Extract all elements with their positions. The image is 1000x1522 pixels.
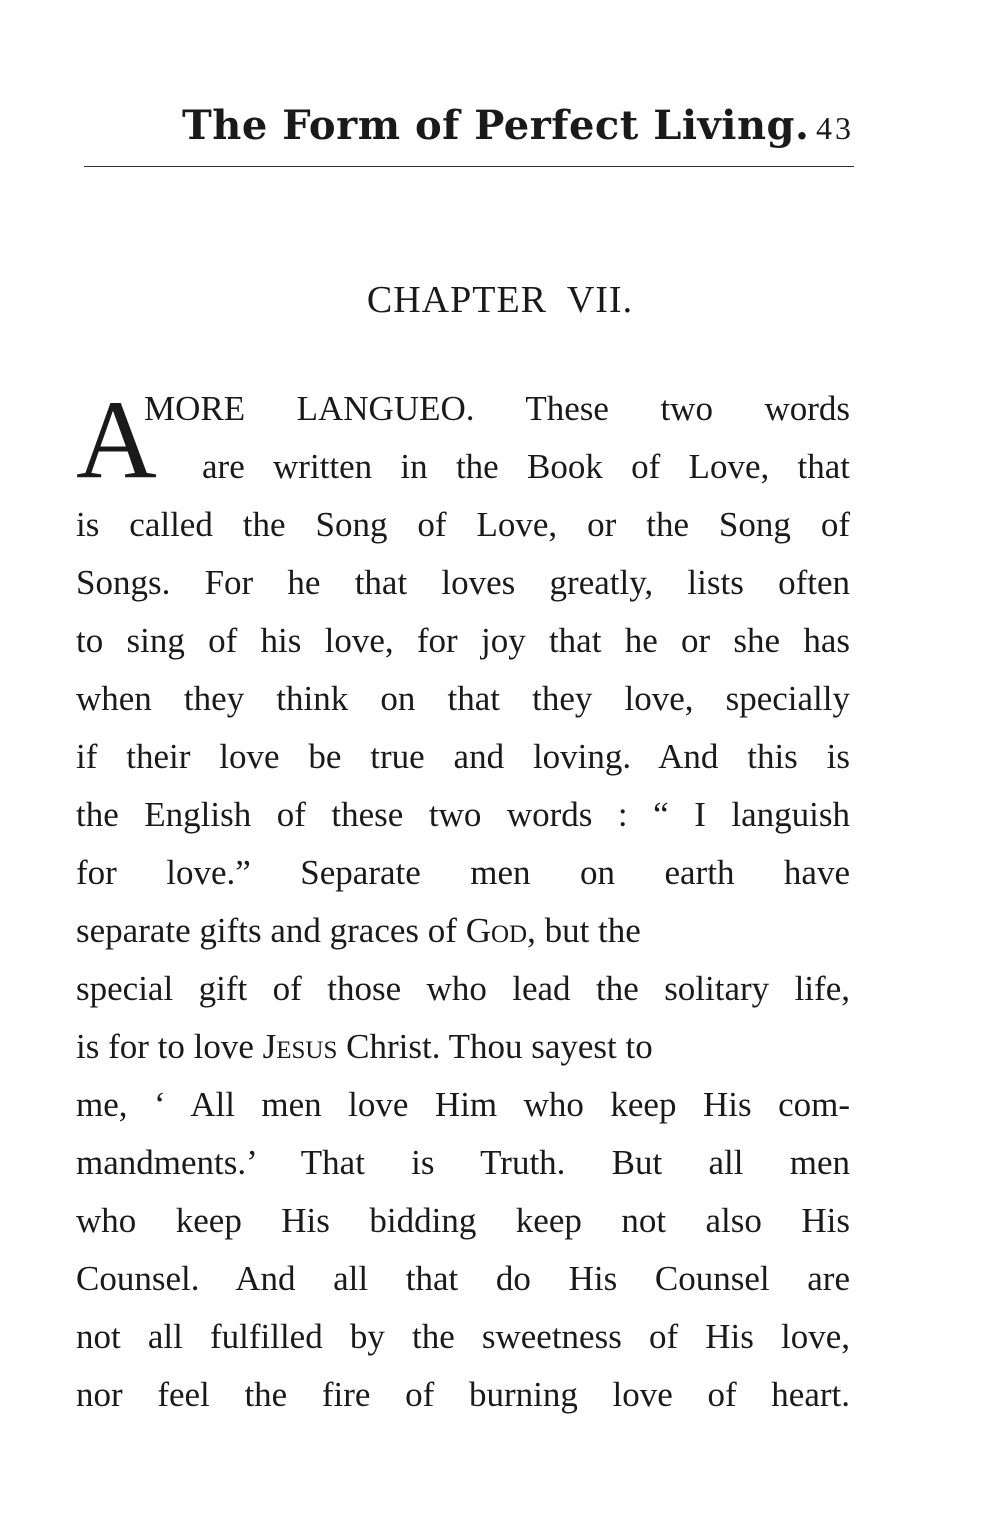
text-line: Counsel. And all that do His Counsel are <box>76 1259 850 1298</box>
text-line: for love.” Separate men on earth have <box>76 853 850 892</box>
header-rule <box>84 166 854 167</box>
text-line: the English of these two words : “ I languish <box>76 795 850 834</box>
text-line: Songs. For he that loves greatly, lists often <box>76 563 850 602</box>
text-line: MORE LANGUEO. These two words <box>144 389 850 428</box>
text-line: mandments.’ That is Truth. But all men <box>76 1143 850 1182</box>
text-segment: Christ. Thou sayest to <box>346 1027 653 1066</box>
running-header <box>84 98 854 158</box>
drop-cap: A <box>76 378 157 502</box>
text-line: nor feel the fire of burning love of heart. <box>76 1375 850 1414</box>
text-line: me, ‘ All men love Him who keep His com- <box>76 1085 850 1124</box>
text-segment: , but the <box>527 911 641 950</box>
text-line: if their love be true and loving. And this is <box>76 737 850 776</box>
text-line: special gift of those who lead the solitary life, <box>76 969 850 1008</box>
text-line: to sing of his love, for joy that he or she has <box>76 621 850 660</box>
text-segment: separate gifts and graces of <box>76 911 457 950</box>
divine-name-god: God <box>465 911 528 950</box>
divine-name-jesus: Jesus <box>262 1027 338 1066</box>
text-line <box>76 902 850 960</box>
chapter-heading: CHAPTER VII. <box>366 279 634 321</box>
page-number: 43 <box>816 110 854 146</box>
text-line: are written in the Book of Love, that <box>202 447 850 486</box>
text-line: is called the Song of Love, or the Song of <box>76 505 850 544</box>
text-segment: is for to love <box>76 1027 254 1066</box>
text-line: not all fulfilled by the sweetness of His love, <box>76 1317 850 1356</box>
text-line <box>76 1018 850 1076</box>
text-line: when they think on that they love, specially <box>76 679 850 718</box>
running-title: The Form of Perfect Living. <box>182 102 810 149</box>
text-line: who keep His bidding keep not also His <box>76 1201 850 1240</box>
